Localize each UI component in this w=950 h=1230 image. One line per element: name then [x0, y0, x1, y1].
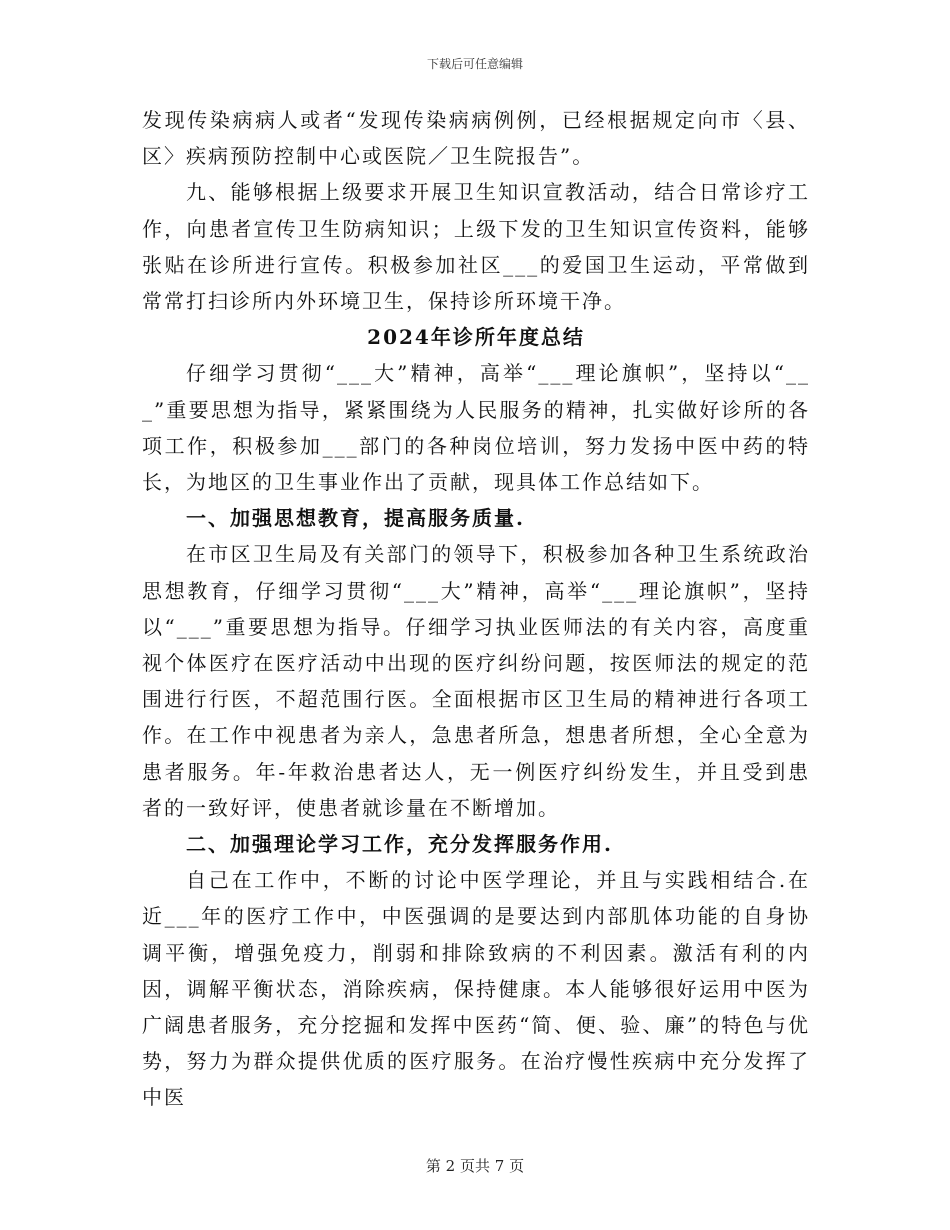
paragraph-continuation: 发现传染病病人或者“发现传染病病例例，已经根据规定向市〈县、区〉疾病预防控制中心或医院／卫生院报告”。: [142, 108, 810, 169]
paragraph-section-2: 自己在工作中，不断的讨论中医学理论，并且与实践相结合.在近___年的医疗工作中，中医强调的是要达到内部肌体功能的自身协调平衡，增强免疫力，削弱和排除致病的不利因素。激活有利的内因，调解平衡状态，消除疾病，保持健康。本人能够很好运用中医为广阔患者服务，充分挖掘和发挥中医药“简、便、验、廉”的特色与优势，努力为群众提供优质的医疗服务。在治疗慢性疾病中充分发挥了中医: [142, 868, 810, 1110]
page-footer: 第 2 页共 7 页: [425, 1157, 525, 1175]
document-title: 2024年诊所年度总结: [367, 325, 585, 350]
paragraph-section-1: 在市区卫生局及有关部门的领导下，积极参加各种卫生系统政治思想教育，仔细学习贯彻“___大”精神，高举“___理论旗帜”，坚持以“___”重要思想为指导。仔细学习执业医师法的有关内容，高度重视个体医疗在医疗活动中出现的医疗纠纷问题，按医师法的规定的范围进行行医，不超范围行医。全面根据市区卫生局的精神进行各项工作。在工作中视患者为亲人，急患者所急，想患者所想，全心全意为患者服务。年-年救治患者达人，无一例医疗纠纷发生，并且受到患者的一致好评，使患者就诊量在不断增加。: [142, 542, 810, 820]
paragraph-intro: 仔细学习贯彻“___大”精神，高举“___理论旗帜”，坚持以“___”重要思想为指导，紧紧围绕为人民服务的精神，扎实做好诊所的各项工作，积极参加___部门的各种岗位培训，努力发扬中医中药的特长，为地区的卫生事业作出了贡献，现具体工作总结如下。: [142, 361, 810, 495]
document-body: [142, 102, 810, 1116]
section-heading-1: 一、加强思想教育，提高服务质量.: [186, 506, 525, 531]
page-header: 下载后可任意编辑: [426, 57, 523, 71]
paragraph-item-nine: 九、能够根据上级要求开展卫生知识宣教活动，结合日常诊疗工作，向患者宣传卫生防病知识；上级下发的卫生知识宣传资料，能够张贴在诊所进行宣传。积极参加社区___的爱国卫生运动，平常做到常常打扫诊所内外环境卫生，保持诊所环境干净。: [142, 180, 810, 314]
section-heading-2: 二、加强理论学习工作，充分发挥服务作用.: [186, 832, 613, 857]
